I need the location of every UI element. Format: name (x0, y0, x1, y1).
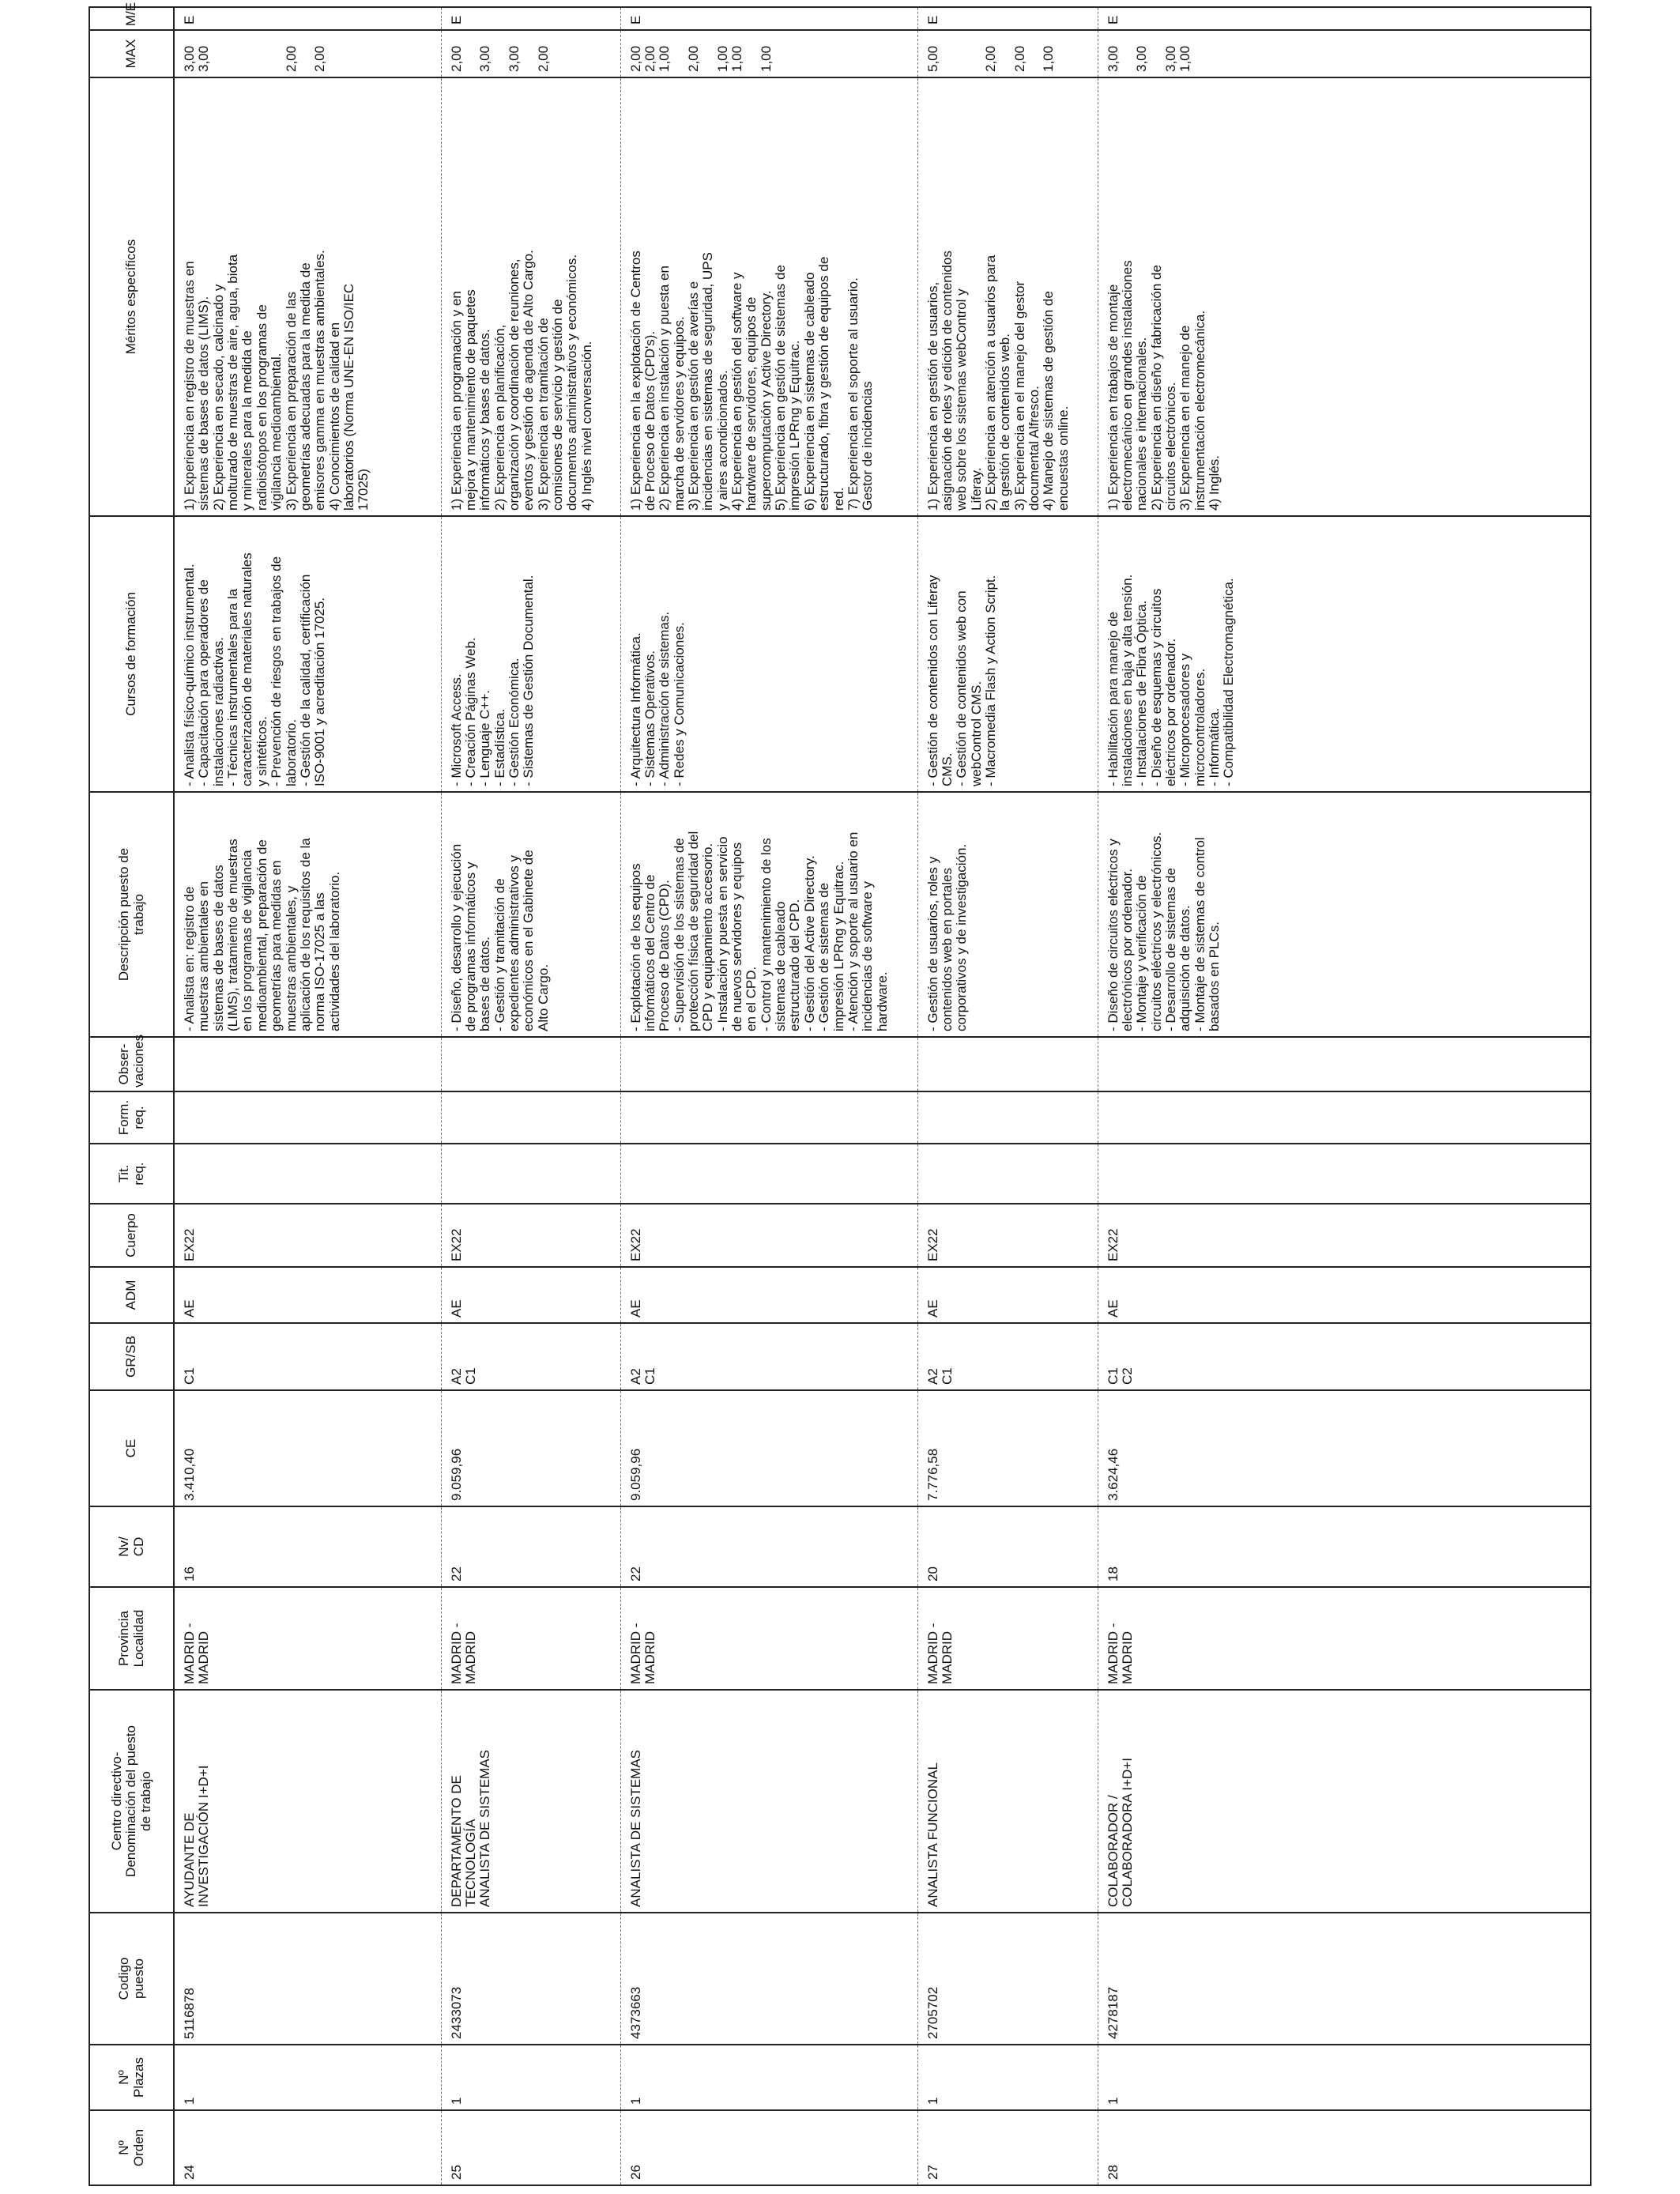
codigo-cell: 4373663 (620, 1913, 917, 2045)
codigo-cell: 4278187 (1098, 1913, 1591, 2045)
nivel-cell: 16 (174, 1506, 441, 1587)
header-grupo: GR/SB (89, 1323, 174, 1390)
formacion-cell (917, 1091, 1098, 1144)
header-cursos: Cursos de formación (89, 516, 174, 792)
denominacion-puesto: AYUDANTE DE INVESTIGACIÓN I+D+I (182, 1765, 212, 1907)
centro-denominacion-cell (620, 1690, 917, 1913)
titulacion-cell (620, 1144, 917, 1204)
formacion-cell (441, 1091, 620, 1144)
provincia-cell: MADRID - MADRID (441, 1587, 620, 1690)
header-meritos: Méritos específicos (89, 77, 174, 516)
max-cell: 3,00 3,00 2,00 2,00 (174, 30, 441, 77)
descripcion-cell: - Diseño de circuitos eléctricos y electrónicos por ordenador. - Montaje y verificación de circuitos eléctricos y electrónicos. - Desarrollo de sistemas de adquisición de datos. - Montaje de sistemas de control basados en PLCs. (1098, 792, 1591, 1037)
meritos-cell: 1) Experiencia en gestión de usuarios, asignación de roles y edición de contenidos web sobre los sistemas webControl y Liferay. 2) Experiencia en atención a usuarios para la gestión de contenidos web. 3) Experiencia en el manejo del gestor documental Alfresco. 4) Manejo de sistemas de gestión de encuestas online. (917, 77, 1098, 516)
ce-cell: 9.059,96 (620, 1390, 917, 1506)
cuerpo-cell: EX22 (441, 1204, 620, 1267)
max-cell: 2,00 3,00 3,00 2,00 (441, 30, 620, 77)
table-row (174, 7, 441, 2185)
cuerpo-cell: EX22 (1098, 1204, 1591, 1267)
job-positions-table (89, 2, 1591, 2186)
plazas-cell: 1 (441, 2045, 620, 2110)
header-provincia: Provincia Localidad (89, 1587, 174, 1690)
cursos-cell: - Microsoft Access. - Creación Páginas Web. - Lenguaje C++. - Estadística. - Gestión Económica. - Sistemas de Gestión Documental. (441, 516, 620, 792)
me-cell: E (174, 7, 441, 30)
observaciones-cell (620, 1037, 917, 1091)
descripcion-cell: - Diseño, desarrollo y ejecución de programas informáticos y bases de datos. - Gestión y tramitación de expedientes administrativos y económicos en el Gabinete de Alto Cargo. (441, 792, 620, 1037)
max-cell: 3,00 3,00 3,00 1,00 (1098, 30, 1591, 77)
plazas-cell: 1 (917, 2045, 1098, 2110)
header-cuerpo: Cuerpo (89, 1204, 174, 1267)
header-descripcion: Descripción puesto de trabajo (89, 792, 174, 1037)
centro-denominacion-cell (441, 1690, 620, 1913)
cursos-cell: - Habilitación para manejo de instalaciones en baja y alta tensión. - Instalaciones de Fibra Óptica. - Diseño de esquemas y circuitos eléctricos por ordenador. - Microprocesadores y microcontroladores. - Informática. - Compatibilidad Electromagnética. (1098, 516, 1591, 792)
header-orden: Nº Orden (89, 2110, 174, 2185)
table-rotated-wrapper (89, 2, 1588, 2186)
centro-denominacion-cell (1098, 1690, 1591, 1913)
grupo-cell: A2 C1 (917, 1323, 1098, 1390)
nivel-cell: 22 (441, 1506, 620, 1587)
header-max: MAX (89, 30, 174, 77)
plazas-cell: 1 (620, 2045, 917, 2110)
grupo-cell: A2 C1 (441, 1323, 620, 1390)
ce-cell: 7.776,58 (917, 1390, 1098, 1506)
denominacion-puesto: COLABORADOR / COLABORADORA I+D+I (1105, 1758, 1135, 1907)
orden-cell: 24 (174, 2110, 441, 2185)
meritos-cell: 1) Experiencia en programación y en mejora y mantenimiento de paquetes informáticos y bases de datos. 2) Experiencia en planificación, organización y coordinación de reuniones, eventos y gestión de agenda de Alto Cargo. 3) Experiencia en tramitación de comisiones de servicio y gestión de documentos administrativos y económicos. 4) Inglés nivel conversación. (441, 77, 620, 516)
header-ce: CE (89, 1390, 174, 1506)
header-row (89, 7, 174, 2185)
header-centro: Centro directivo- Denominación del puesto de trabajo (89, 1690, 174, 1913)
codigo-cell: 2433073 (441, 1913, 620, 2045)
table-row (917, 7, 1098, 2185)
denominacion-puesto: ANALISTA FUNCIONAL (925, 1762, 940, 1907)
header-observaciones: Obser- vaciones (89, 1037, 174, 1091)
codigo-cell: 2705702 (917, 1913, 1098, 2045)
ce-cell: 3.624,46 (1098, 1390, 1591, 1506)
formacion-cell (1098, 1091, 1591, 1144)
plazas-cell: 1 (1098, 2045, 1591, 2110)
adm-cell: AE (174, 1267, 441, 1323)
header-formacion: Form. req. (89, 1091, 174, 1144)
cursos-cell: - Gestión de contenidos con Liferay CMS. - Gestión de contenidos web con webControl CMS. - Macromedia Flash y Action Script. (917, 516, 1098, 792)
me-cell: E (917, 7, 1098, 30)
header-adm: ADM (89, 1267, 174, 1323)
denominacion-puesto: ANALISTA DE SISTEMAS (477, 1749, 493, 1907)
provincia-cell: MADRID - MADRID (620, 1587, 917, 1690)
grupo-cell: C1 C2 (1098, 1323, 1591, 1390)
titulacion-cell (917, 1144, 1098, 1204)
cuerpo-cell: EX22 (917, 1204, 1098, 1267)
titulacion-cell (1098, 1144, 1591, 1204)
cursos-cell: - Arquitectura Informática. - Sistemas Operativos. - Administración de sistemas. - Redes y Comunicaciones. (620, 516, 917, 792)
meritos-cell: 1) Experiencia en registro de muestras en sistemas de bases de datos (LIMS). 2) Experiencia en secado, calcinado y molturado de muestras de aire, agua, biota y minerales para la medida de radioisótopos en los programas de vigilancia medioambiental. 3) Experiencia en preparación de las geometrías adecuadas para la medida de emisores gamma en muestras ambientales. 4) Conocimientos de calidad en laboratorios (Norma UNE-EN ISO/IEC 17025) (174, 77, 441, 516)
orden-cell: 25 (441, 2110, 620, 2185)
nivel-cell: 20 (917, 1506, 1098, 1587)
me-cell: E (441, 7, 620, 30)
ce-cell: 3.410,40 (174, 1390, 441, 1506)
nivel-cell: 22 (620, 1506, 917, 1587)
denominacion-puesto: ANALISTA DE SISTEMAS (627, 1749, 643, 1907)
observaciones-cell (917, 1037, 1098, 1091)
observaciones-cell (174, 1037, 441, 1091)
header-nivel: Nv/ CD (89, 1506, 174, 1587)
adm-cell: AE (620, 1267, 917, 1323)
grupo-cell: A2 C1 (620, 1323, 917, 1390)
me-cell: E (620, 7, 917, 30)
table-row (441, 7, 620, 2185)
codigo-cell: 5116878 (174, 1913, 441, 2045)
titulacion-cell (174, 1144, 441, 1204)
cursos-cell: - Analista físico-químico instrumental. - Capacitación para operadores de instalaciones radiactivas. - Técnicas instrumentales para la caracterización de materiales naturales y sintéticos. - Prevención de riesgos en trabajos de laboratorio. - Gestión de la calidad, certificación ISO-9001 y acreditación 17025. (174, 516, 441, 792)
formacion-cell (620, 1091, 917, 1144)
table-row (620, 7, 917, 2185)
observaciones-cell (1098, 1037, 1591, 1091)
header-me: M/E (89, 7, 174, 30)
cuerpo-cell: EX22 (174, 1204, 441, 1267)
table-row (1098, 7, 1591, 2185)
nivel-cell: 18 (1098, 1506, 1591, 1587)
max-cell: 5,00 2,00 2,00 1,00 (917, 30, 1098, 77)
descripcion-cell: - Analista en: registro de muestras ambientales en sistemas de bases de datos (LIMS), tratamiento de muestras en los programas de vigilancia medioambiental, preparación de geometrías para medidas en muestras ambientales, y aplicación de los requisitos de la norma ISO-17025 a las actividades del laboratorio. (174, 792, 441, 1037)
cuerpo-cell: EX22 (620, 1204, 917, 1267)
meritos-cell: 1) Experiencia en la explotación de Centros de Proceso de Datos (CPD's). 2) Experiencia en instalación y puesta en marcha de servidores y equipos. 3) Experiencia en gestión de averías e incidencias en sistemas de seguridad, UPS y aires acondicionados. 4) Experiencia en gestión del software y hardware de servidores, equipos de supercomputación y Active Directory. 5) Experiencia en gestión de sistemas de impresión LPRng y Equitrac. 6) Experiencia en sistemas de cableado estructurado, fibra y gestión de equipos de red. 7) Experiencia en el soporte al usuario. Gestor de incidencias (620, 77, 917, 516)
formacion-cell (174, 1091, 441, 1144)
provincia-cell: MADRID - MADRID (917, 1587, 1098, 1690)
adm-cell: AE (441, 1267, 620, 1323)
ce-cell: 9.059,96 (441, 1390, 620, 1506)
titulacion-cell (441, 1144, 620, 1204)
observaciones-cell (441, 1037, 620, 1091)
provincia-cell: MADRID - MADRID (1098, 1587, 1591, 1690)
plazas-cell: 1 (174, 2045, 441, 2110)
adm-cell: AE (917, 1267, 1098, 1323)
adm-cell: AE (1098, 1267, 1591, 1323)
orden-cell: 26 (620, 2110, 917, 2185)
descripcion-cell: - Gestión de usuarios, roles y contenidos web en portales corporativos y de investigación. (917, 792, 1098, 1037)
max-cell: 2,00 2,00 1,00 2,00 1,00 1,00 1,00 (620, 30, 917, 77)
meritos-cell: 1) Experiencia en trabajos de montaje electromecánico en grandes instalaciones nacionales e internacionales. 2) Experiencia en diseño y fabricación de circuitos electrónicos. 3) Experiencia en el manejo de instrumentación electromecánica. 4) Inglés. (1098, 77, 1591, 516)
header-plazas: Nº Plazas (89, 2045, 174, 2110)
me-cell: E (1098, 7, 1591, 30)
centro-denominacion-cell (174, 1690, 441, 1913)
centro-directivo: DEPARTAMENTO DE TECNOLOGÍA (448, 1775, 478, 1907)
orden-cell: 27 (917, 2110, 1098, 2185)
centro-denominacion-cell (917, 1690, 1098, 1913)
provincia-cell: MADRID - MADRID (174, 1587, 441, 1690)
grupo-cell: C1 (174, 1323, 441, 1390)
header-codigo: Codigo puesto (89, 1913, 174, 2045)
orden-cell: 28 (1098, 2110, 1591, 2185)
header-titulacion: Tit. req. (89, 1144, 174, 1204)
descripcion-cell: - Explotación de los equipos informáticos del Centro de Proceso de Datos (CPD). - Supervisión de los sistemas de protección física de seguridad del CPD y equipamiento accesorio. - Instalación y puesta en servicio de nuevos servidores y equipos en el CPD. - Control y mantenimiento de los sistemas de cableado estructurado del CPD. - Gestión del Active Directory. - Gestión de sistemas de impresión LPRng y Equitrac. - Atención y soporte al usuario en incidencias de software y hardware. (620, 792, 917, 1037)
